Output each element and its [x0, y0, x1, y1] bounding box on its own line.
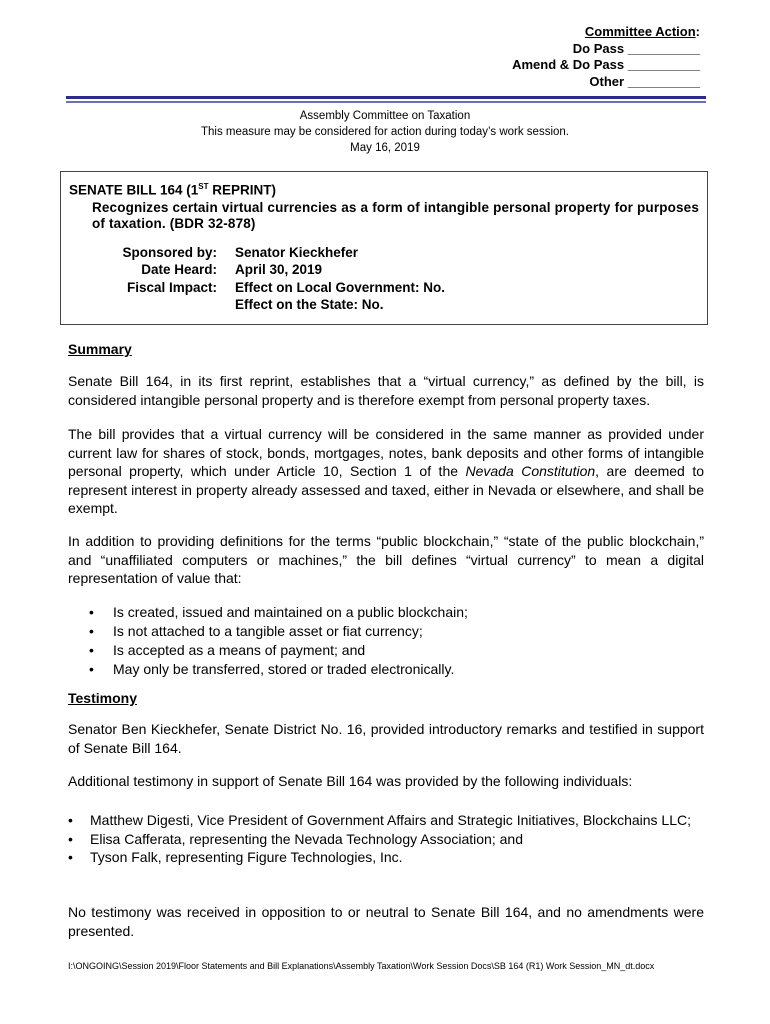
fiscal-state-value: Effect on the State: No. [235, 297, 384, 312]
sponsor-label: Sponsored by: [122, 244, 217, 260]
summary-heading: Summary [68, 341, 132, 357]
sponsor-value: Senator Kieckhefer [235, 244, 359, 260]
header-rule-thin [66, 101, 706, 103]
amend-do-pass-line: Amend & Do Pass __________ [512, 57, 700, 72]
work-session-notice: This measure may be considered for action during today’s work session. [201, 126, 569, 138]
list-item: • Is accepted as a means of payment; and [86, 641, 686, 660]
testimony-heading: Testimony [68, 690, 137, 706]
virtual-currency-criteria-list [86, 603, 686, 679]
list-item: • May only be transferred, stored or traded electronically. [86, 660, 686, 679]
do-pass-line: Do Pass __________ [572, 40, 700, 56]
list-item: • Is created, issued and maintained on a public blockchain; [86, 603, 686, 622]
bill-description: Recognizes certain virtual currencies as a form of intangible personal property for purposes of taxation. (BDR 32-878) [92, 199, 699, 231]
summary-paragraph-2: The bill provides that a virtual currency will be considered in the same manner as provided under current law for shares of stock, bonds, mortgages, notes, bank deposits and other forms of intangible personal property, which under Article 10, Section 1 of the Nevada Constitution, are deemed to represent interest in property already assessed and taxed, either in Nevada or elsewhere, and shall be exempt. [68, 426, 704, 516]
testimony-paragraph-1: Senator Ben Kieckhefer, Senate District No. 16, provided introductory remarks and testified in support of Senate Bill 164. [68, 721, 704, 756]
date-heard-row [69, 261, 699, 279]
sponsor-row [69, 244, 699, 262]
fiscal-local-value: Effect on Local Government: No. [235, 279, 446, 295]
list-item: • Is not attached to a tangible asset or fiat currency; [86, 622, 686, 641]
testimony-individuals-list [68, 811, 704, 867]
summary-paragraph-1: Senate Bill 164, in its first reprint, establishes that a “virtual currency,” as defined by the bill, is considered intangible personal property and is therefore exempt from personal property taxes. [68, 373, 704, 408]
testimony-paragraph-3: No testimony was received in opposition to or neutral to Senate Bill 164, and no amendments were presented. [68, 904, 704, 939]
date-heard-label: Date Heard: [141, 262, 217, 277]
document-header [0, 108, 770, 156]
bill-title: SENATE BILL 164 (1ST REPRINT) [69, 182, 277, 198]
bill-metadata [69, 244, 699, 314]
testimony-paragraph-2: Additional testimony in support of Senate Bill 164 was provided by the following individuals: [68, 773, 633, 789]
fiscal-impact-row [69, 279, 699, 297]
committee-name: Assembly Committee on Taxation [299, 110, 471, 122]
session-date: May 16, 2019 [350, 142, 420, 154]
summary-paragraph-3: In addition to providing definitions for the terms “public blockchain,” “state of the public blockchain,” and “unaffiliated computers or machines,” the bill defines “virtual currency” to mean a digital representation of value that: [68, 533, 704, 586]
committee-action-block [512, 24, 700, 90]
list-item: • Matthew Digesti, Vice President of Government Affairs and Strategic Initiatives, Blockchains LLC; [68, 811, 704, 830]
file-path-footer: I:\ONGOING\Session 2019\Floor Statements and Bill Explanations\Assembly Taxation\Work Session Docs\SB 164 (R1) Work Session_MN_dt.docx [68, 961, 655, 971]
fiscal-state-row [69, 296, 699, 314]
bill-info-box [60, 171, 708, 325]
date-heard-value: April 30, 2019 [235, 262, 323, 277]
list-item: • Tyson Falk, representing Figure Technologies, Inc. [68, 848, 704, 867]
other-line: Other __________ [589, 73, 700, 89]
fiscal-impact-label: Fiscal Impact: [126, 279, 217, 295]
list-item: • Elisa Cafferata, representing the Nevada Technology Association; and [68, 830, 704, 849]
header-rule-thick [66, 96, 706, 99]
committee-action-heading: Committee Action: [584, 24, 700, 39]
